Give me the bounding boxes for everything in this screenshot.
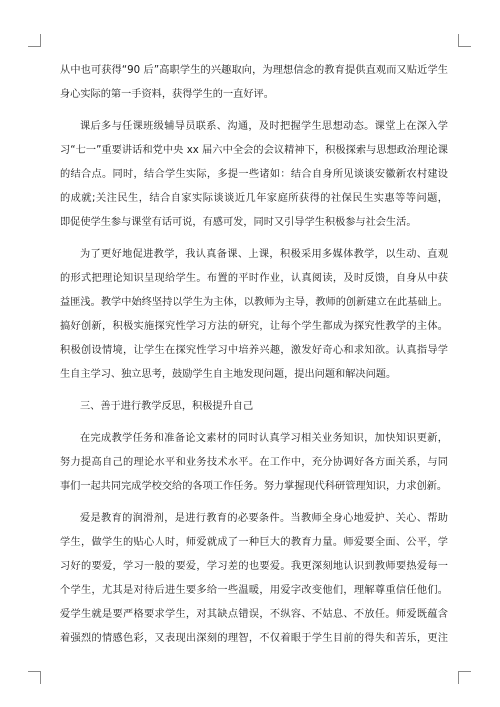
paragraph-line: 生自主学习、独立思考，鼓励学生自主地发现问题，提出问题和解决问题。 [60,369,397,380]
paragraph-line: 的形式把理论知识呈现给学生。布置的平时作业，认真阅读，及时反馈，自身从中获 [60,273,448,284]
paragraph-line: 即促使学生参与课堂有话可说，有感可发，同时又引导学生积极参与社会生活。 [60,217,417,228]
crop-mark-top-right [458,34,471,47]
crop-mark-bottom-right [458,671,471,684]
paragraph-line: 身心实际的第一手资料，获得学生的一直好评。 [60,89,274,100]
paragraph-line: 爱是教育的润滑剂，是进行教育的必要条件。当教师全身心地爱护、关心、帮助 [80,513,448,524]
paragraph-line: 着强烈的情感色彩，又表现出深刻的理智，不仅着眼于学生目前的得失和苦乐，更注 [60,633,448,644]
paragraph-line: 课后多与任课班级辅导员联系、沟通，及时把握学生思想动态。课堂上在深入学 [80,121,448,132]
paragraph-line: 学生，做学生的贴心人时，师爱就成了一种巨大的教育力量。师爱要全面、公平，学 [60,537,448,548]
crop-mark-bottom-left [28,671,41,684]
paragraph-line: 从中也可获得“90 后”高职学生的兴趣取向，为理想信念的教育提供直观而又贴近学生 [60,65,448,76]
paragraph-line: 益匪浅。教学中始终坚持以学生为主体，以教师为主导，教师的创新建立在此基础上。 [60,297,448,308]
paragraph-line: 努力提高自己的理论水平和业务技术水平。在工作中，充分协调好各方面关系，与同 [60,457,448,468]
crop-mark-top-left [28,34,41,47]
paragraph-line: 事们一起共同完成学校交给的各项工作任务。努力掌握现代科研管理知识，力求创新。 [60,481,448,492]
paragraph-line: 个学生，尤其是对待后进生要多给一些温暖，用爱字改变他们，理解尊重信任他们。 [60,585,448,596]
paragraph-line: 搞好创新，积极实施探究性学习方法的研究，让每个学生都成为探究性教学的主体。 [60,321,448,332]
paragraph-line: 为了更好地促进教学，我认真备课、上课，积极采用多媒体教学，以生动、直观 [80,249,448,260]
paragraph-line: 的成就;关注民生，结合自家实际谈谈近几年家庭所获得的社保民生实惠等等问题， [60,193,448,204]
paragraph-line: 积极创设情境，让学生在探究性学习中培养兴趣，激发好奇心和求知欲。认真指导学 [60,345,448,356]
paragraph-line: 习“七一”重要讲话和党中央 xx 届六中全会的会议精神下，积极探索与思想政治理论课 [60,145,448,156]
paragraph-line: 习好的要爱，学习一般的要爱，学习差的也要爱。我更深刻地认识到教师要热爱每一 [60,561,448,572]
section-heading: 三、善于进行教学反思，积极提升自己 [80,401,254,412]
paragraph-line: 爱学生就是要严格要求学生，对其缺点错误，不纵容、不姑息、不放任。师爱既蕴含 [60,609,448,620]
paragraph-line: 的结合点。同时，结合学生实际，多提一些诸如：结合自身所见谈谈安徽新农村建设 [60,169,448,180]
paragraph-line: 在完成教学任务和准备论文素材的同时认真学习相关业务知识，加快知识更新， [80,433,448,444]
